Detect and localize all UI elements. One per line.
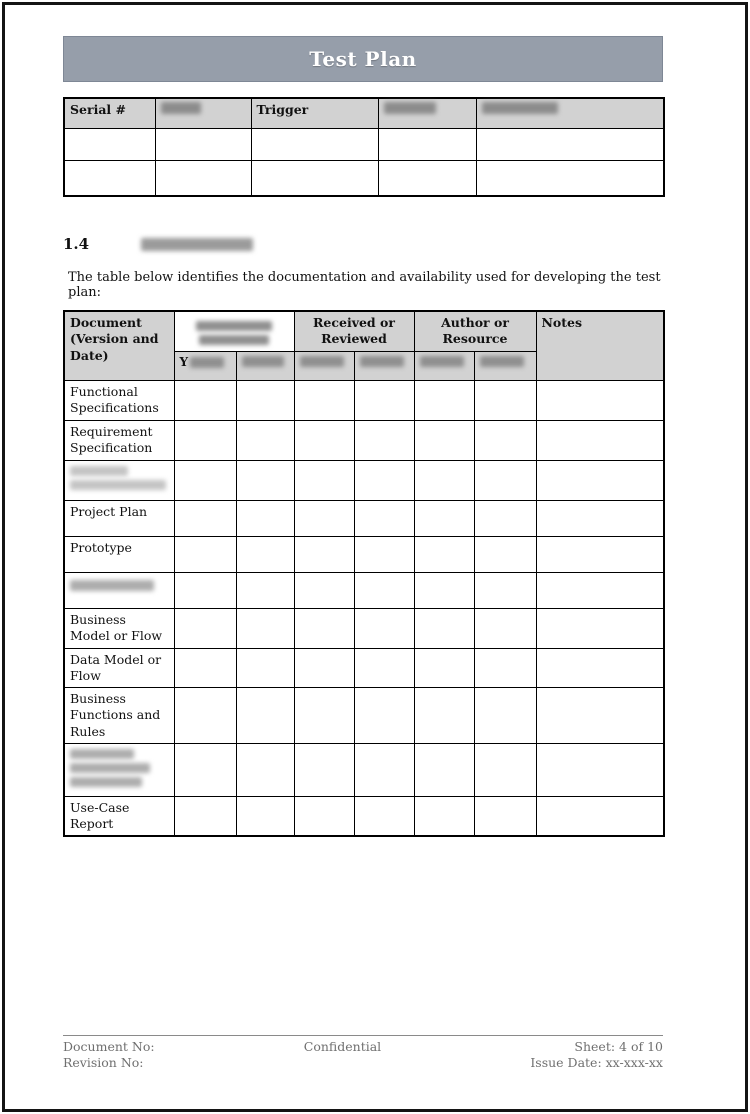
serial-header-cell-redacted [378,98,476,128]
serial-table-header-row [64,98,664,128]
subheader-cell [474,351,536,380]
redacted-text [242,356,284,367]
doc-table-row [64,500,664,536]
document-name-cell-redacted [64,572,174,608]
redacted-text [161,102,201,114]
sheet-label: Sheet: 4 of 10 [574,1039,663,1054]
notes-header-cell: Notes [536,311,664,380]
redacted-text [70,480,166,490]
footer-right [530,1039,663,1070]
subheader-cell [354,351,414,380]
group-header-cell: Received or Reviewed [294,311,414,351]
serial-table-empty-row [64,128,664,160]
subheader-cell [174,351,236,380]
doc-table-row [64,688,664,744]
doc-table-row [64,460,664,500]
document-name-cell: Requirement Specification [64,420,174,460]
subheader-cell [414,351,474,380]
doc-table-row [64,536,664,572]
document-name-cell: Use-Case Report [64,796,174,836]
doc-table-row [64,420,664,460]
intro-paragraph: The table below identifies the documentation and availability used for developing the test plan: [68,270,661,300]
redacted-text [360,356,404,367]
redacted-section-title [141,238,253,251]
page-title: Test Plan [309,47,417,71]
group-header-cell: Author or Resource [414,311,536,351]
document-name-cell: Business Functions and Rules [64,688,174,744]
serial-table-empty-row [64,160,664,196]
serial-table [63,97,665,197]
title-bar [63,36,663,82]
redacted-text [420,356,464,367]
serial-header-cell: Serial # [64,98,155,128]
group-header-redacted [174,311,294,351]
document-name-cell-redacted [64,460,174,500]
document-no-label: Document No: [63,1039,155,1054]
doc-table-row [64,380,664,420]
redacted-text [482,102,558,114]
redacted-text [70,763,150,773]
subheader-cell [294,351,354,380]
redacted-text [384,102,436,114]
document-name-cell: Business Model or Flow [64,608,174,648]
doc-table-row [64,743,664,796]
redacted-text [196,321,272,331]
revision-no-label: Revision No: [63,1054,144,1070]
redacted-text [300,356,344,367]
redacted-text [70,777,142,787]
document-name-cell: Prototype [64,536,174,572]
redacted-text [199,335,269,345]
section-number: 1.4 [63,235,90,253]
redacted-text [190,357,224,368]
corner-header-cell: Document (Version and Date) [64,311,174,380]
doc-table-row [64,796,664,836]
footer-left [63,1039,155,1070]
doc-table-row [64,648,664,688]
doc-table-group-header-row [64,311,664,351]
redacted-text [480,356,524,367]
issue-date-label: Issue Date: xx-xxx-xx [530,1054,663,1070]
document-name-cell-redacted [64,743,174,796]
redacted-text [70,580,154,591]
document-page [2,2,748,1112]
document-name-cell: Data Model or Flow [64,648,174,688]
confidential-label: Confidential [303,1039,382,1054]
serial-header-cell-redacted [155,98,251,128]
subheader-cell [236,351,294,380]
doc-table-row [64,608,664,648]
document-name-cell: Project Plan [64,500,174,536]
footer-center [304,1039,381,1070]
redacted-text [70,466,128,476]
documentation-table [63,310,665,837]
page-footer [63,1035,663,1070]
serial-header-cell-redacted [476,98,664,128]
subheader-y-label: Y [179,354,189,369]
serial-header-cell: Trigger [251,98,378,128]
doc-table-row [64,572,664,608]
redacted-text [70,749,134,759]
document-name-cell: Functional Specifications [64,380,174,420]
section-heading [63,235,663,253]
